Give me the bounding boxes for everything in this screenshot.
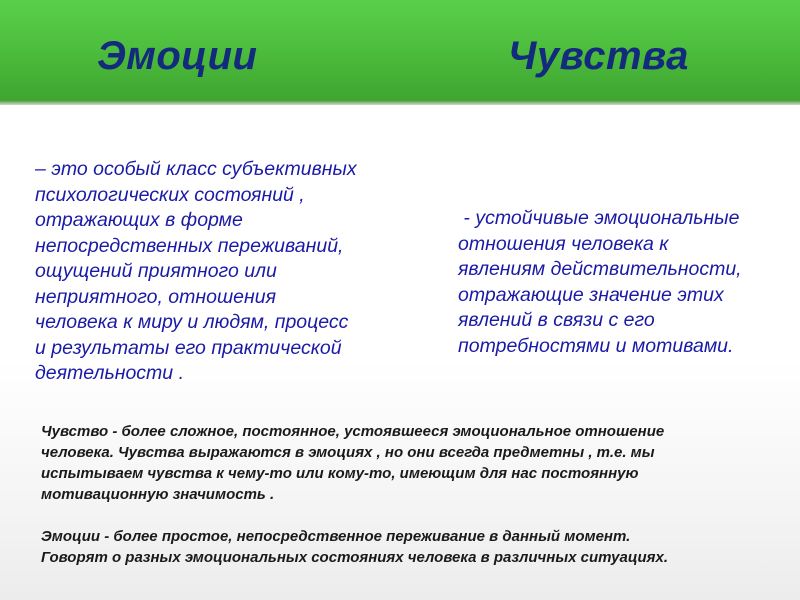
header-divider [0,100,800,105]
feelings-definition-line: потребностями и мотивами. [458,334,734,357]
feelings-definition-line: отношения человека к [458,232,669,255]
emotions-definition-line: ощущений приятного или [35,260,277,282]
paragraph-gap [41,505,781,526]
feelings-heading: Чувства [508,34,689,78]
emotions-definition-line: неприятного, отношения [35,285,276,308]
emotions-definition-line: непосредственных переживаний, [35,234,344,257]
emotions-definition-line: деятельности . [35,362,184,384]
emotions-definition-line: и результаты его практической [35,336,342,359]
notes-block [41,421,781,568]
emotions-heading: Эмоции [97,34,258,78]
emotions-definition-line: психологических состояний , [35,183,305,206]
feelings-definition-line: явлений в связи с его [458,309,655,331]
feelings-definition-line: явлениям действительности, [458,258,742,280]
feelings-definition-line: - устойчивые эмоциональные [458,207,740,229]
feelings-definition [458,206,788,359]
emotions-definition [35,157,425,387]
emotions-note-line: Эмоции - более простое, непосредственное переживание в данный момент. [41,528,631,545]
feelings-note-line: Чувство - более сложное, постоянное, устоявшееся эмоциональное отношение [41,423,665,440]
emotions-definition-line: – это особый класс субъективных [35,158,357,180]
emotions-definition-line: человека к миру и людям, процесс [35,311,349,333]
emotions-note-line: Говорят о разных эмоциональных состояниях человека в различных ситуациях. [41,549,669,566]
feelings-note-line: испытываем чувства к чему-то или кому-то, имеющим для нас постоянную [41,465,639,482]
feelings-definition-line: отражающие значение этих [458,283,724,306]
feelings-note-line: человека. Чувства выражаются в эмоциях , но они всегда предметны , т.е. мы [41,444,655,461]
feelings-note-line: мотивационную значимость . [41,486,275,503]
emotions-definition-line: отражающих в форме [35,209,243,231]
